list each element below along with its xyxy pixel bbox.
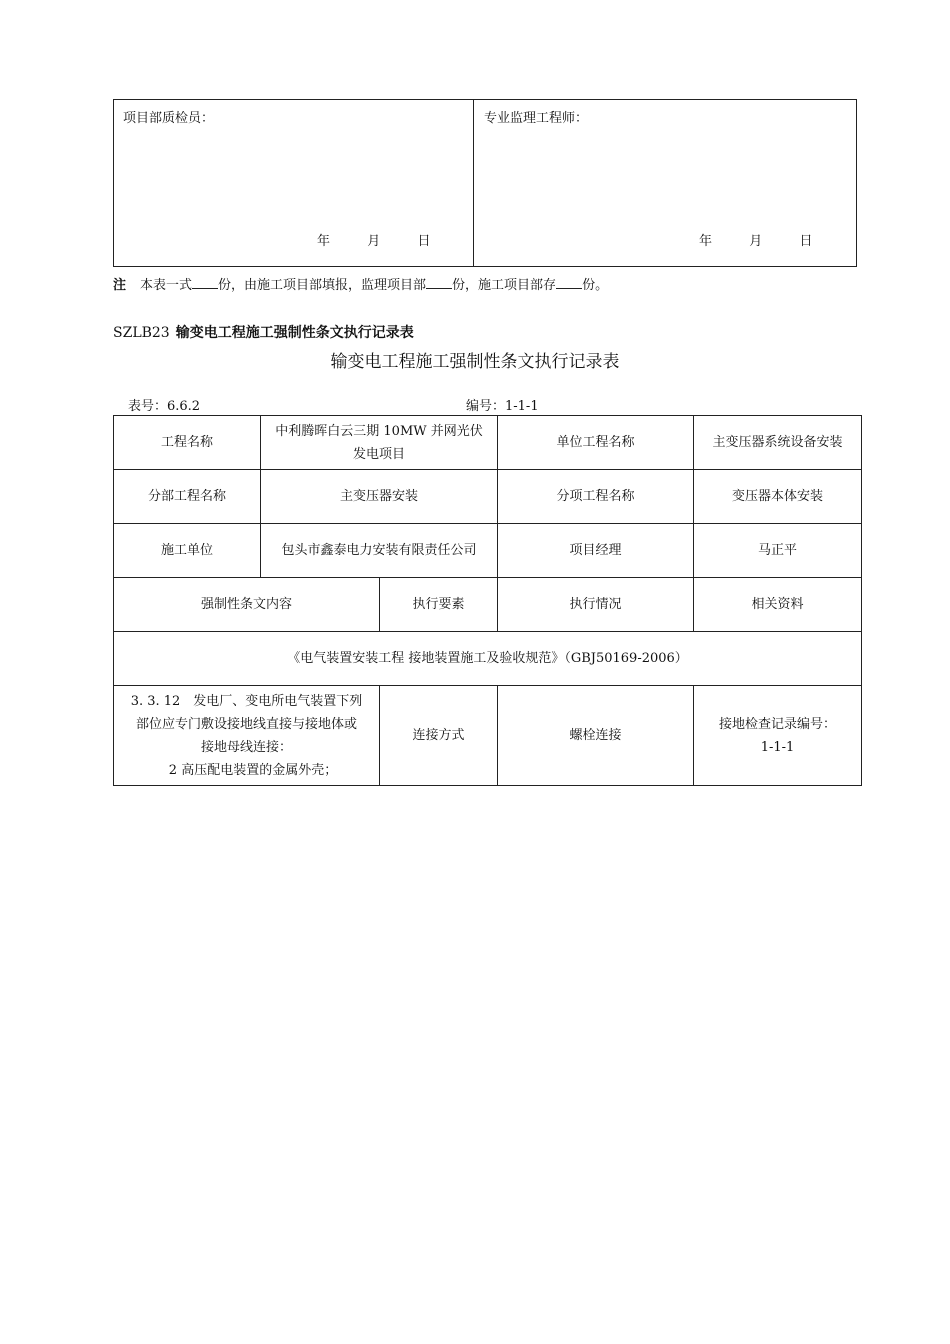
execution-element: 连接方式 [380, 686, 498, 786]
contractor-label: 施工单位 [114, 524, 261, 578]
execution-status: 螺栓连接 [498, 686, 694, 786]
date-year: 年 [699, 234, 713, 249]
date-month: 月 [367, 234, 381, 249]
date-day: 日 [799, 234, 813, 249]
date-day: 日 [417, 234, 431, 249]
contractor-value: 包头市鑫泰电力安装有限责任公司 [261, 524, 498, 578]
form-code-name: 输变电工程施工强制性条文执行记录表 [175, 325, 414, 341]
blank-line [192, 277, 218, 289]
manager-value: 马正平 [694, 524, 862, 578]
record-table [113, 415, 862, 786]
sub-project-label: 分部工程名称 [114, 470, 261, 524]
blank-line [556, 277, 582, 289]
signature-divider [473, 100, 474, 266]
note-part3: 份，施工项目部存 [452, 278, 557, 293]
project-name-line2: 发电项目 [353, 446, 406, 462]
note-part4: 份。 [582, 278, 609, 293]
project-name-line1: 中利腾晖白云三期 10MW 并网光伏 [275, 423, 483, 439]
supervisor-date [699, 230, 812, 249]
clause-line4: 2 高压配电装置的金属外壳； [155, 762, 338, 778]
table-row [114, 470, 862, 524]
related-records [694, 686, 862, 786]
signature-box [113, 99, 857, 267]
table-row [114, 416, 862, 470]
project-name-value [261, 416, 498, 470]
clause-content [114, 686, 380, 786]
project-name-label: 工程名称 [114, 416, 261, 470]
manager-label: 项目经理 [498, 524, 694, 578]
note-part1: 本表一式 [140, 278, 193, 293]
form-code: SZLB23 [113, 325, 170, 341]
date-year: 年 [317, 234, 331, 249]
col-element-header: 执行要素 [380, 578, 498, 632]
page-title: 输变电工程施工强制性条文执行记录表 [330, 352, 620, 372]
col-refs-header: 相关资料 [694, 578, 862, 632]
unit-project-label: 单位工程名称 [498, 416, 694, 470]
table-row [114, 686, 862, 786]
refs-line2: 1-1-1 [760, 739, 795, 755]
note-label: 注 [113, 278, 127, 293]
col-status-header: 执行情况 [498, 578, 694, 632]
serial-number: 编号：1-1-1 [466, 399, 539, 414]
table-row [114, 632, 862, 686]
table-header-row [114, 578, 862, 632]
date-month: 月 [749, 234, 763, 249]
clause-line1: 3. 3. 12 发电厂、变电所电气装置下列 [130, 693, 363, 709]
item-project-value: 变压器本体安装 [694, 470, 862, 524]
item-project-label: 分项工程名称 [498, 470, 694, 524]
standard-reference: 《电气装置安装工程 接地装置施工及验收规范》（GBJ50169-2006） [114, 632, 862, 686]
unit-project-value: 主变压器系统设备安装 [694, 416, 862, 470]
form-code-title [113, 322, 414, 342]
clause-line2: 部位应专门敷设接地线直接与接地体或 [135, 716, 357, 732]
supervisor-label: 专业监理工程师： [484, 111, 589, 126]
qc-inspector-label: 项目部质检员： [123, 111, 215, 126]
qc-date [317, 230, 430, 249]
refs-line1: 接地检查记录编号： [719, 716, 837, 732]
table-row [114, 524, 862, 578]
blank-line [426, 277, 452, 289]
note-part2: 份，由施工项目部填报，监理项目部 [218, 278, 427, 293]
sub-project-value: 主变压器安装 [261, 470, 498, 524]
copies-note [113, 274, 608, 293]
col-content-header: 强制性条文内容 [114, 578, 380, 632]
form-number: 表号：6.6.2 [128, 399, 201, 414]
clause-line3: 接地母线连接： [200, 739, 292, 755]
